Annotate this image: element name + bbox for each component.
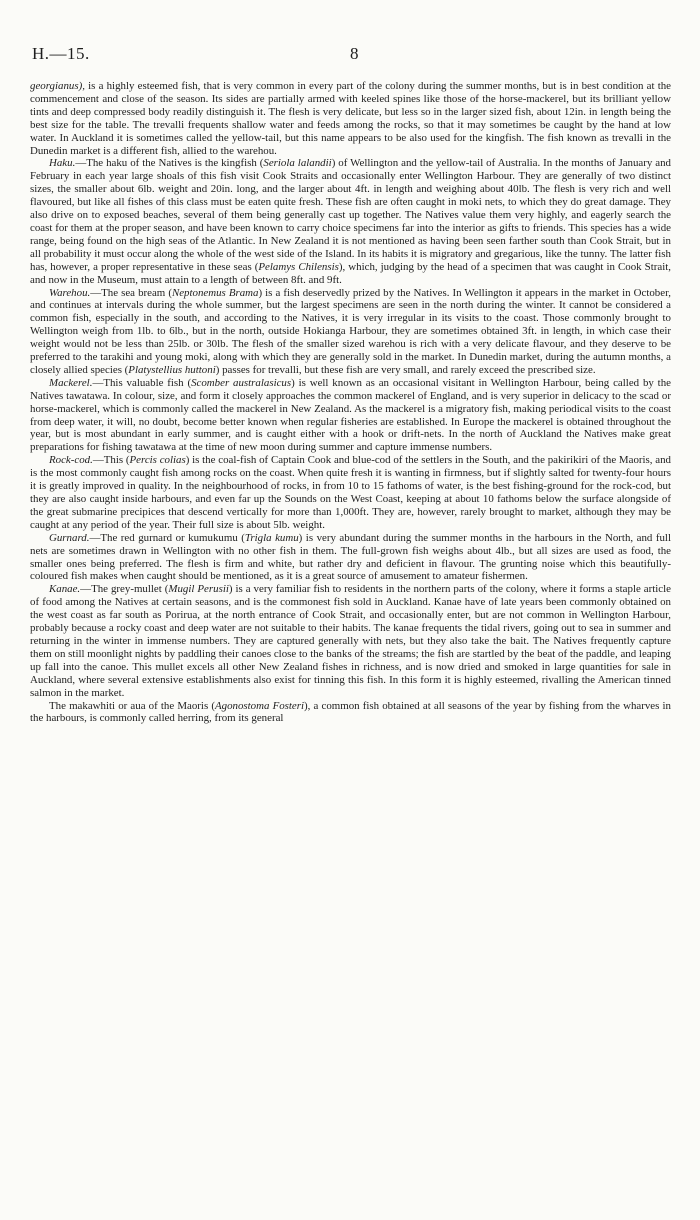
- paragraph-kanae: [30, 583, 671, 699]
- document-reference: H.—15.: [32, 44, 90, 63]
- species-name: Trigla kumu: [244, 531, 299, 544]
- text-run: —The sea bream (: [90, 286, 172, 299]
- paragraph-rock-cod: [30, 454, 671, 531]
- text-run: —The red gurnard or kumukumu (: [89, 531, 245, 544]
- page-number: 8: [350, 44, 359, 63]
- paragraph-trevalli-cont: [30, 80, 671, 157]
- text-run: ) is the coal-fish of Captain Cook and blue-cod of the settlers in the South, and the pakirikiri of the Maoris, and is the most commonly caught fish among rocks on the coast. When quite fresh it is wanting in firmness, but if slightly salted for twenty-four hours it is greatly improved in quality. In the neighbourhood of rocks, in from 10 to 15 fathoms of water, is the best fishing-ground for the rock-cod, but they are also caught inside harbours, and even far up the Sounds on the West Coast, keeping at about 10 fathoms below the surface alongside of the great submarine precipices that descend vertically for more than 1,000ft. They are, however, rarely brought to market, although they may be caught at any period of the year. Their full size is about 5lb. weight.: [30, 454, 672, 531]
- text-run: ), a common fish obtained at all seasons of the year by fishing from the wharves in the harbours, is commonly called herring, from its general: [30, 699, 671, 725]
- species-name: Agonostoma Fosteri: [214, 699, 305, 712]
- paragraph-warehou: [30, 287, 671, 377]
- page-header: [32, 44, 668, 70]
- paragraph-heading: Rock-cod.: [49, 454, 93, 467]
- paragraph-mackerel: [30, 377, 671, 454]
- text-run: ), which, judging by the head of a specimen that was caught in Cook Strait, and now in the Museum, must attain to a length of between 8ft. and 9ft.: [30, 260, 671, 286]
- body-text: [30, 80, 671, 725]
- species-name: Scomber australasicus: [191, 376, 292, 389]
- species-name: Seriola lalandii: [263, 157, 332, 170]
- paragraph-heading: Kanae.: [49, 583, 81, 596]
- species-name: Mugil Perusii: [168, 583, 229, 596]
- species-name: Percis colias: [129, 454, 186, 467]
- text-run: is a highly esteemed fish, that is very common in every part of the colony during the summer months, but is in best condition at the commencement and close of the season. Its sides are partially armed with keeled spines like those of the horse-mackerel, but its brilliant yellow tints and deep compressed body readily distinguish it. The flesh is very delicate, but less so in the larger sized fish, about 12in. in length being the best size for the table. The trevalli frequents shallow water and feeds among the rocks, so that it may sometimes be caught by the hand at low water. In Auckland it is sometimes called the yellow-tail, but this name appears to be also used for the kingfish. The fish known as trevalli in the Dunedin market is a different fish, allied to the warehou.: [30, 80, 671, 157]
- text-run: ) is well known as an occasional visitant in Wellington Harbour, being called by the Natives tawatawa. In colour, size, and form it closely approaches the common mackerel of England, and is very superior in delicacy to the scad or horse-mackerel, which is commonly called the mackerel in New Zealand. As the mackerel is a migratory fish, making periodical visits to the coast from deep water, it will, no doubt, become better known when regular fisheries are established. In Europe the mackerel is obtained throughout the year, but is most abundant in early summer, and is caught either with a hook or drift-nets. In the north of Auckland the Natives make great preparations for fishing tawatawa at the time of new moon during summer and capture immense numbers.: [30, 376, 671, 454]
- species-name: Neptonemus Brama: [171, 286, 259, 299]
- paragraph-heading: Warehou.: [49, 286, 91, 299]
- text-run: —This valuable fish (: [92, 376, 192, 389]
- species-name: georgianus),: [30, 80, 85, 92]
- paragraph-haku: [30, 157, 671, 286]
- text-run: ) is a very familiar fish to residents in the northern parts of the colony, where it forms a staple article of food among the Natives at certain seasons, and is the commonest fish sold in Auckland. Kanae have of late years been commonly obtained on the west coast as far south as Porirua, at the north entrance of Cook Strait, and occasionally enter, but are not common in Wellington Harbour, probably because a rocky coast and deep water are not suitable to their habits. The kanae frequents the tidal rivers, going out to sea in summer and returning in the winter in immense numbers. They are captured generally with nets, but they also take the bait. The Natives frequently capture them on still moonlight nights by paddling their canoes close to the banks of the streams; the fish are startled by the beat of the paddle, and leaping up fall into the canoe. This mullet excels all other New Zealand fishes in richness, and is now dried and smoked in large quantities for sale in Auckland, where several extensive establishments also exist for tinning this fish. In this form it is highly esteemed, rivalling the American tinned salmon in the market.: [30, 583, 672, 699]
- text-run: —The haku of the Natives is the kingfish (: [75, 157, 264, 170]
- text-run: ) passes for trevalli, but these fish are very small, and rarely exceed the prescribed size.: [215, 363, 596, 376]
- species-name: Pelamys Chilensis: [258, 260, 339, 273]
- text-run: ) of Wellington and the yellow-tail of Australia. In the months of January and February in each year large shoals of this fish visit Cook Straits and occasionally enter Wellington Harbour. They are generally of two distinct sizes, the smaller about 6lb. weight and 20in. long, and the larger about 4ft. in length and weighing about 40lb. The flesh is very rich and well flavoured, but like all fishes of this class must be eaten quite fresh. These fish are often caught in moki nets, to which they do great damage. They also drive on to exposed beaches, several of them being generally cast up together. The Natives value them very highly, and eagerly search the coast for them at the proper season, and have been known to carry choice specimens far into the interior as gifts to friends. This species has a wide range, being found on the high seas of the Atlantic. In New Zealand it is not mentioned as having been seen farther south than Cook Strait, but in all probability it must occur along the whole of the west side of the Island. In its habits it is migratory and gregarious, like the tunny. The latter fish has, however, a proper representative in these seas (: [30, 157, 671, 273]
- text-run: —The grey-mullet (: [80, 583, 169, 596]
- text-run: —This (: [92, 454, 130, 467]
- paragraph-heading: Gurnard.: [49, 531, 90, 544]
- text-run: ) is very abundant during the summer months in the harbours in the North, and full nets are sometimes drawn in Wellington with no other fish in them. The full-grown fish weighs about 4lb., but all sizes are used as food, the smaller ones being preferred. The flesh is firm and white, but rather dry and deficient in flavour. The grunting noise which this beautifully-coloured fish makes when caught should be mentioned, as it is a great source of amusement to amateur fishermen.: [30, 531, 671, 583]
- species-name: Platystellius huttoni: [128, 363, 216, 376]
- paragraph-heading: Mackerel.: [49, 376, 93, 389]
- paragraph-makawhiti: [30, 700, 671, 726]
- paragraph-heading: Haku.: [49, 157, 76, 170]
- text-run: ) is a fish deservedly prized by the Natives. In Wellington it appears in the market in October, and continues at intervals during the whole summer, but the largest specimens are seen in the north during the winter. It cannot be considered a common fish, especially in the south, and according to the Natives, it is very irregular in its visits to the coast. Those commonly brought to Wellington weigh from 1lb. to 6lb., but in the north, outside Hokianga Harbour, they are sometimes obtained 3ft. in length, in which case their weight would not be less than 25lb. or 30lb. The flesh of the smaller sized warehou is rich with a very delicate flavour, and they deserve to be preferred to the tarakihi and young moki, along with which they are generally sold in the market. In Dunedin market, during the autumn months, a closely allied species (: [30, 286, 671, 376]
- text-run: The makawhiti or aua of the Maoris (: [49, 699, 215, 712]
- paragraph-gurnard: [30, 532, 671, 584]
